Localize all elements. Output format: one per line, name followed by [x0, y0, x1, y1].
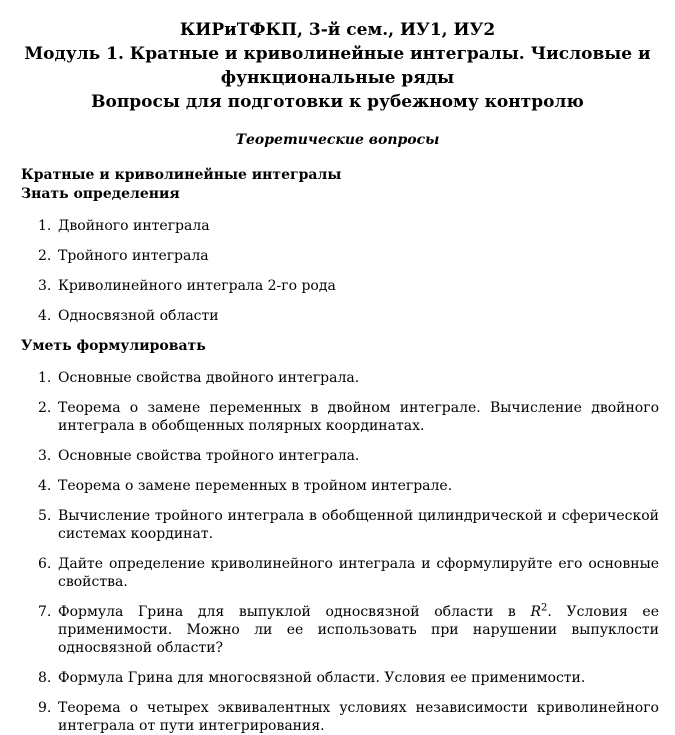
list-item: 9. Теорема о четырех эквивалентных условиях независимости криволинейного интеграла от пути интегрирования.: [38, 700, 659, 734]
formulate-title: Уметь формулировать: [21, 338, 206, 354]
list-item: 3. Основные свойства тройного интеграла.: [38, 448, 360, 464]
list-item: 1. Двойного интеграла: [38, 218, 210, 234]
list-item: 7. Формула Грина для выпуклой односвязной области в $R^2$. Условия ее применимости. Можно ли ее использовать при нарушении выпуклости односвязной области?: [38, 602, 659, 656]
list-item: 4. Односвязной области: [38, 308, 219, 324]
module-title-line1: Модуль 1. Кратные и криволинейные интегралы. Числовые и: [24, 44, 651, 64]
list-item: 8. Формула Грина для многосвязной области. Условия ее применимости.: [38, 670, 586, 686]
theory-questions-heading: Теоретические вопросы: [235, 132, 440, 148]
course-title: КИРиТФКП, 3-й сем., ИУ1, ИУ2: [179, 20, 496, 40]
list-item: 2. Тройного интеграла: [38, 248, 209, 264]
list-item: 2. Теорема о замене переменных в двойном интеграле. Вычисление двойного интеграла в обобщенных полярных координатах.: [38, 400, 659, 434]
math-symbol-r: R: [530, 604, 541, 620]
document-header: [0, 18, 675, 114]
list-item: 6. Дайте определение криволинейного интеграла и сформулируйте его основные свойства.: [38, 556, 659, 590]
module-title-line2: функциональные ряды: [220, 68, 455, 88]
math-superscript: 2: [540, 602, 548, 614]
document-page: [0, 18, 675, 734]
list-item: 3. Криволинейного интеграла 2-го рода: [38, 278, 336, 294]
list-item: 1. Основные свойства двойного интеграла.: [38, 370, 360, 386]
list-item: 4. Теорема о замене переменных в тройном интеграле.: [38, 478, 453, 494]
know-definitions-title: Знать определения: [21, 186, 180, 202]
list-item: 5. Вычисление тройного интеграла в обобщенной цилиндрической и сферической системах координат.: [38, 508, 659, 542]
formulate-list: [0, 369, 675, 735]
section-title-integrals: Кратные и криволинейные интегралы: [21, 167, 342, 183]
definitions-list: [0, 217, 675, 325]
document-purpose: Вопросы для подготовки к рубежному контролю: [91, 92, 584, 112]
